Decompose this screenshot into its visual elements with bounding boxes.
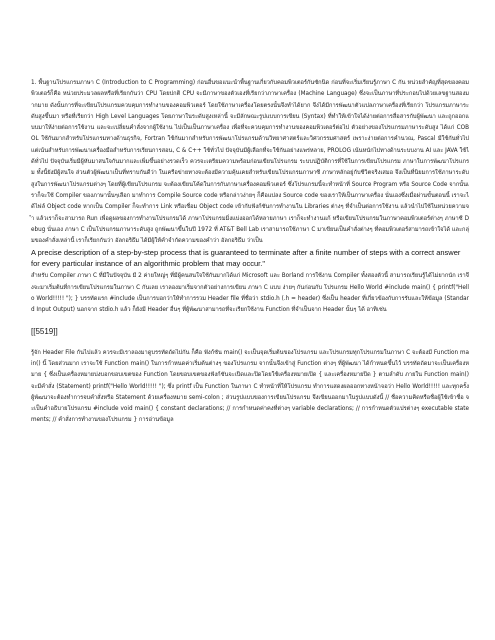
algorithm-quote: A precise description of a step-by-step process that is guaranteed to terminate after a finite number of steps with a correct answer for every particular instance of an algorithmic problem that may occur." — [31, 248, 461, 268]
compiler-paragraph: สำหรับ Compiler ภาษา C ที่มีในปัจจุบัน มี 2 ค่ายใหญ่ๆ ที่มีผู้คนสนใจใช้กันมากได้แก่ Microsoft และ Borland การใช้งาน Compiler ทั้งสองตัวนี้ สามารถเรียนรู้ได้ไม่ยากนัก เราจึงจะมาเริ่มต้นที่การเขียนโปรแกรมในภาษา C กันเลย เราลองมาเริ่มจากตัวอย่างการเขียน ภาษา C แบบ ง่ายๆ กันก่อนกับ โปรแกรม Hello World #include main() { printf("Hello World!!!!! "); } บรรทัดแรก #include เป็นการบอกว่าให้ทำการรวม Header file ที่ชื่อว่า stdio.h (.h = header) ซึ่งเป็น header ที่เกี่ยวข้องกับการรับและให้ข้อมูล (Standard Input Output) นอกจาก stdio.h แล้ว ก็ยังมี Header อื่นๆ ที่ผู้พัฒนาสามารถที่จะเรียกใช้งาน Function ที่จำเป็นจาก Header นั้นๆ ได้ อาทิเช่น — [31, 273, 469, 314]
intro-paragraph: 1. พื้นฐานโปรแกรมภาษา C (Introduction to C Programming) ก่อนอื่นขอแนะนำพื้นฐานเกี่ยวกับคอมพิวเตอร์กันซักนิด ก่อนที่จะเริ่มเรียนรู้ภาษา C กัน หน่วยสำคัญที่สุดของคอมพิวเตอร์ก็คือ หน่วยประมวลผลหรือที่เรียกกันว่า CPU โดยปกติ CPU จะมีภาษาของตัวเองที่เรียกว่าภาษาเครื่อง (Machine Language) ซึ่งจะเป็นภาษาที่ประกอบไปด้วยเลขฐานสองมากมาย ดังนั้นการที่จะเขียนโปรแกรมควบคุมการทำงานของคอมพิวเตอร์ โดยใช้ภาษาเครื่องโดยตรงนั้นจึงทำได้ยาก จึงได้มีการพัฒนาตัวแปลภาษาเครื่องที่เรียกว่า โปรแกรมภาษาระดับสูงขึ้นมา หรือที่เรียกว่า High Level Languages โดยภาษาในระดับสูงเหล่านี้ จะมีลักษณะรูปแบบการเขียน (Syntax) ที่ทำให้เข้าใจได้ง่ายต่อการสื่อสารกับผู้พัฒนา และถูกออกแบบมาให้ง่ายต่อการใช้งาน และจะเปลี่ยนคำสั่งจากผู้ใช้งาน ไปเป็นเป็นภาษาเครื่อง เพื่อที่จะควบคุมการทำงานของคอมพิวเตอร์ต่อไป ตัวอย่างของโปรแกรมภาษาระดับสูง ได้แก่ COBOL ใช้กันมากสำหรับโปรแกรมทางด้านธุรกิจ, Fortran ใช้กันมากสำหรับการพัฒนาโปรแกรมด้านวิทยาศาสตร์และวิศวกรรมศาสตร์ เพราะง่ายต่อการคำนวณ, Pascal มีใช้กันทั่วไป แต่เน้นสำหรับการพัฒนาเครื่องมือสำหรับการเรียนการสอน, C & C++ ใช้ทั่วไป ปัจจุบันมีผู้เลือกที่จะใช้กันอย่างแพร่หลาย, PROLOG เน้นหนักไปทางด้านระบบงาน AI และ JAVA ใช้ได้ทั่วไป ปัจจุบันเริ่มมีผู้หันมาสนใจกันมากและเพิ่มขึ้นอย่างรวดเร็ว ควรจะเตรียมความพร้อมก่อนเขียนโปรแกรม ระบบปฏิบัติการที่ใช้ในการเขียนโปรแกรม ภาษาในการพัฒนาโปรแกรม ทั้งนี้ยังมีผู้สนใจ ส่วนตัวผู้พัฒนาเป็นที่ทราบกันดีว่า ในเครือข่ายทางจะต้องมีความคุ้นเคยสำหรับเขียนโปรแกรมภาษาซี ภาษาหลักอยู่กับชีวิตจริงเสมอ จึงเป็นที่นิยมการใช้ภาษาระดับสูงในการพัฒนาโปรแกรมต่างๆ โดยที่ผู้เขียนโปรแกรม จะต้องเขียนโค้ดในการกับภาษาเครื่องคอมพิวเตอร์ ซึ่งโปรแกรมนี้จะทำหน้าที่ Source Program หรือ Source Code จากนั้นเราก็จะใช้ Compiler ของภาษานั้นๆเลือก มาทำการ Compile Source code หรือกล่าวง่ายๆ ก็คือแปลง Source code ของเราให้เป็นภาษาเครื่อง นั่นเองซึ่งเมื่อผ่านขั้นตอนนี้ เราจะได้ไฟล์ Object code หากเป็น Compiler ก็จะทำการ Link หรือเชื่อม Object code เข้ากับฟังก์ชันการทำงานใน Libraries ต่างๆ ที่จำเป็นต่อการใช้งาน แล้วนำไปใช้ในหน่วยความจำ แล้วเราก็จะสามารถ Run เพื่อดูผลของการทำงานโปรแกรมได้ ภาษาโปรแกรมมิ่งแบ่งออกได้หลายภาษา เราก็จะทำงานแก้ หรือเขียนโปรแกรมในภาษาคอมพิวเตอร์ต่างๆ ภาษาซี Debug นั่นเอง ภาษา C เป็นโปรแกรมภาษาระดับสูง ถูกพัฒนาขึ้นในปี 1972 ที่ AT&T Bell Lab เราสามารถใช้ภาษา C มาเขียนเป็นคำสั่งต่างๆ ที่คอมพิวเตอร์สามารถเข้าใจได้ และกลุ่มของคำสั่งเหล่านี้ เราก็เรียกกันว่า อัลกอริธึม ได้มีผู้ให้คำจำกัดความของคำว่า อัลกอริธึม ว่าเป็น — [31, 80, 469, 245]
reference-marker: [[5519]] — [31, 326, 58, 336]
document-page — [31, 78, 469, 427]
header-file-paragraph: รู้จัก Header File กันไปแล้ว ควรจะมีเราลองมาดูบรรทัดถัดไปกัน ก็คือ ฟังก์ชัน main() จะเป็นจุดเริ่มต้นของโปรแกรม และโปรแกรมทุกโปรแกรมในภาษา C จะต้องมี Function main() นี้ โดยส่วนมาก เราจะใช้ Function main() ในการกำหนดค่าเริ่มต้นต่างๆ ของโปรแกรม จากนั้นจึงเข้าสู่ Function ต่างๆ ที่ผู้พัฒนา ได้กำหนดขึ้นไว้ บรรทัดถัดมาจะเป็นเครื่องหมาย { ซึ่งเป็นเครื่องหมายบ่งบอกขอบเขตของ Function โดยขอบเขตของฟังก์ชันจะเปิดและปิดโดยใช้เครื่องหมายเปิด { และเครื่องหมายปิด } ตามลำดับ ภายใน Function main() จะมีคำสั่ง (Statement) printf("Hello World!!!!! "); ซึ่ง printf เป็น Function ในภาษา C ทำหน้าที่ให้โปรแกรม ทำการแสดงผลออกทางหน้าจอว่า Hello World!!!!! และทุกครั้ง ผู้พัฒนาจะต้องทำการจบคำสั่งหรือ Statement ด้วยเครื่องหมาย semi-colon ; ส่วนรูปแบบของการเขียนโปรแกรม จึงเขียนออกมาในรูปแบบดังนี้ // ชื่อความคิดหรือชื่อผู้ใช้เข้าชื่อ จะเป็นคำอธิบายโปรแกรม #include void main() { constant declarations; // การกำหนดค่าคงที่ต่างๆ variable declarations; // การกำหนดตัวแปรต่างๆ executable statements; // คำสั่งการทำงานของโปรแกรม } การอ่านข้อมูล — [31, 349, 469, 424]
